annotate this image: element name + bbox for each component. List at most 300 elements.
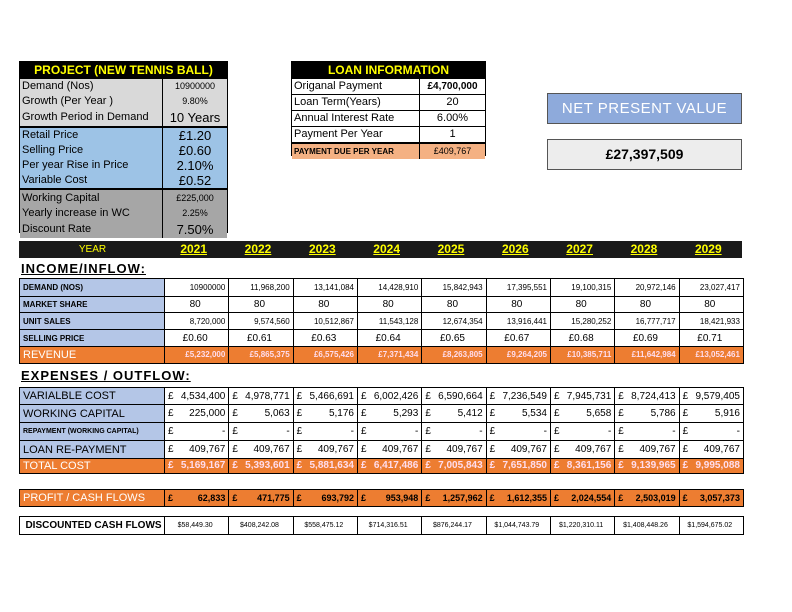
income-row-cell: £8,263,805	[421, 347, 485, 363]
income-row-cell: 80	[550, 297, 614, 312]
expense-row-cell	[228, 441, 292, 458]
expense-row-cell	[164, 405, 228, 422]
currency-symbol: £	[296, 493, 302, 503]
income-row-cell: 13,916,441	[486, 313, 550, 329]
currency-symbol: £	[168, 444, 174, 455]
expense-row-value: 5,466,691	[309, 391, 354, 402]
project-row-label: Growth Period in Demand	[20, 109, 163, 126]
project-row-value: £0.60	[178, 143, 212, 158]
income-row-cell: £5,232,000	[164, 347, 228, 363]
currency-symbol: £	[489, 391, 496, 402]
profit-row-value: 1,257,962	[442, 493, 483, 503]
currency-symbol: £	[232, 493, 238, 503]
income-row-cell: 80	[228, 297, 292, 312]
project-row-value: £1.20	[178, 128, 212, 143]
currency-symbol: £	[553, 493, 559, 503]
currency-symbol: £	[425, 391, 431, 402]
income-row-cell: £0.71	[679, 330, 743, 346]
expense-row-cell	[228, 388, 292, 404]
income-row-cell: 13,141,084	[293, 279, 357, 296]
income-row-cell: £0.68	[550, 330, 614, 346]
year-cell: 2024	[373, 242, 400, 256]
income-row	[20, 347, 743, 363]
expense-row-cell	[357, 441, 421, 458]
income-row-cell: 9,574,560	[228, 313, 292, 329]
profit-row-value: 2,503,019	[635, 493, 676, 503]
income-row-cell: 23,027,417	[679, 279, 743, 296]
currency-symbol: £	[425, 444, 431, 455]
income-row	[20, 279, 743, 297]
expense-row-value: -	[221, 426, 226, 437]
income-title: INCOME/INFLOW:	[21, 261, 146, 276]
expense-row-cell	[550, 423, 614, 440]
expense-row-value: 7,005,843	[438, 460, 483, 471]
expense-row-value: -	[479, 426, 483, 437]
income-row-cell: 16,777,717	[614, 313, 678, 329]
income-row-cell: 80	[357, 297, 421, 312]
income-row-cell: £9,264,205	[486, 347, 550, 363]
year-cell: 2029	[694, 242, 722, 256]
expense-row-cell	[293, 405, 357, 422]
currency-symbol: £	[618, 408, 624, 419]
expense-row-value: 5,063	[264, 408, 290, 419]
loan-row	[292, 111, 485, 127]
income-row-cell: £0.69	[614, 330, 678, 346]
profit-row-cell	[614, 490, 678, 506]
income-row-label: UNIT SALES	[20, 313, 164, 329]
profit-row-value: 3,057,373	[699, 493, 740, 503]
discounted-row-cell: $1,408,448.26	[614, 517, 678, 534]
expense-row-value: 5,412	[457, 408, 483, 419]
expense-row-value: 409,767	[575, 444, 612, 455]
expense-row-label: VARIALBLE COST	[20, 388, 164, 404]
npv-value: £27,397,509	[547, 139, 742, 170]
project-row-value: 2.25%	[182, 208, 208, 218]
expense-row-cell	[357, 405, 421, 422]
expense-row	[20, 423, 743, 441]
currency-symbol: £	[682, 493, 688, 503]
currency-symbol: £	[360, 408, 367, 419]
income-row-cell: 11,968,200	[228, 279, 292, 296]
expense-row-label: REPAYMENT (WORKING CAPITAL)	[20, 423, 164, 440]
project-row	[20, 79, 227, 94]
project-row-label: Retail Price	[20, 128, 163, 143]
currency-symbol: £	[682, 408, 689, 419]
expense-row-cell	[614, 423, 678, 440]
expense-row-value: -	[286, 426, 290, 437]
expense-row-value: 6,417,486	[373, 460, 419, 471]
currency-symbol: £	[618, 391, 624, 402]
currency-symbol: £	[682, 391, 689, 402]
profit-row-cell	[679, 490, 743, 506]
project-row-label: Per year Rise in Price	[20, 158, 163, 173]
currency-symbol: £	[489, 493, 495, 503]
expense-row-cell	[614, 459, 678, 473]
expense-row-cell	[228, 423, 292, 440]
expense-row-cell	[421, 459, 485, 473]
expense-row-cell	[164, 441, 228, 458]
expense-row-cell	[228, 459, 292, 473]
loan-row-value: 6.00%	[436, 112, 469, 124]
discounted-row-cell: $714,316.51	[357, 517, 421, 534]
payment-due-value: £409,767	[433, 146, 472, 156]
expense-row-cell	[357, 423, 421, 440]
expense-row-label: TOTAL COST	[20, 459, 164, 473]
payment-due-row	[292, 143, 485, 159]
currency-symbol: £	[232, 444, 238, 455]
profit-row-value: 953,948	[385, 493, 419, 503]
expense-row-label: LOAN RE-PAYMENT	[20, 441, 164, 458]
project-row-label: Working Capital	[20, 190, 163, 206]
income-row-cell: 10900000	[164, 279, 228, 296]
expense-row-cell	[614, 388, 678, 404]
expense-row-label: WORKING CAPITAL	[20, 405, 164, 422]
expense-row-value: 5,293	[393, 408, 419, 419]
expenses-title: EXPENSES / OUTFLOW:	[21, 368, 191, 383]
profit-row-cell	[293, 490, 357, 506]
profit-row-value: 693,792	[321, 493, 354, 503]
profit-row-cell	[486, 490, 550, 506]
expense-row-cell	[293, 423, 357, 440]
expense-row-cell	[486, 405, 550, 422]
currency-symbol: £	[168, 426, 174, 437]
income-row	[20, 297, 743, 313]
expense-row-cell	[293, 441, 357, 458]
expense-row-value: 9,579,405	[695, 391, 740, 402]
discounted-row-cell: $58,449.30	[164, 517, 228, 534]
income-row-cell: 80	[164, 297, 228, 312]
loan-row-label: Annual Interest Rate	[292, 111, 420, 126]
expense-row-cell	[421, 388, 485, 404]
income-row-cell: £11,642,984	[614, 347, 678, 363]
expense-row-value: 409,767	[446, 444, 483, 455]
loan-title: LOAN INFORMATION	[292, 62, 485, 79]
year-cell: 2026	[501, 242, 529, 256]
income-row-cell: £0.61	[228, 330, 292, 346]
currency-symbol: £	[360, 426, 367, 437]
expense-row-value: 5,534	[521, 408, 547, 419]
expense-row-value: 409,767	[189, 444, 226, 455]
project-row	[20, 173, 227, 188]
profit-row-cell	[550, 490, 614, 506]
currency-symbol: £	[682, 460, 689, 471]
project-row-value: 10900000	[174, 81, 216, 91]
currency-symbol: £	[489, 426, 496, 437]
expense-row-cell	[550, 441, 614, 458]
project-row-label: Selling Price	[20, 143, 163, 158]
expense-row-cell	[679, 423, 743, 440]
expense-row-cell	[357, 388, 421, 404]
project-row	[20, 94, 227, 109]
currency-symbol: £	[553, 444, 560, 455]
income-row-cell: 19,100,315	[550, 279, 614, 296]
income-row-label: SELLING PRICE	[20, 330, 164, 346]
expense-row-cell	[550, 459, 614, 473]
income-row-label: REVENUE	[20, 347, 164, 363]
discounted-row-cell: $876,244.17	[421, 517, 485, 534]
profit-row-label: PROFIT / CASH FLOWS	[20, 490, 164, 506]
profit-row-cell	[421, 490, 485, 506]
income-row-cell: 80	[421, 297, 485, 312]
year-cell: 2021	[180, 242, 208, 256]
project-row	[20, 158, 227, 173]
project-row-value: £225,000	[176, 193, 214, 203]
expense-row-value: 409,767	[510, 444, 547, 455]
currency-symbol: £	[168, 408, 174, 419]
project-row-label: Yearly increase in WC	[20, 206, 163, 221]
year-cell: 2023	[308, 242, 336, 256]
project-row	[20, 206, 227, 221]
expense-row-value: -	[543, 426, 547, 437]
expense-row-cell	[679, 441, 743, 458]
year-cell: 2022	[244, 242, 272, 256]
expense-row	[20, 405, 743, 423]
income-row	[20, 330, 743, 347]
project-row-label: Variable Cost	[20, 173, 163, 188]
expense-row-value: 409,767	[639, 444, 676, 455]
expense-row-cell	[486, 388, 550, 404]
project-row-value: 9.80%	[182, 96, 208, 106]
profit-row-value: 471,775	[257, 493, 290, 503]
project-row	[20, 188, 227, 206]
discounted-row-cell: $1,044,743.79	[486, 517, 550, 534]
income-row-cell: 80	[679, 297, 743, 312]
expense-row-value: 225,000	[189, 408, 226, 419]
currency-symbol: £	[232, 460, 238, 471]
project-row-value: 10 Years	[169, 110, 221, 125]
income-row-cell: £13,052,461	[679, 347, 743, 363]
expense-row-cell	[164, 459, 228, 473]
year-cell: 2028	[630, 242, 658, 256]
currency-symbol: £	[489, 408, 496, 419]
expense-row-value: 409,767	[253, 444, 290, 455]
project-row-value: 7.50%	[176, 222, 214, 237]
currency-symbol: £	[232, 426, 238, 437]
expense-row-cell	[164, 423, 228, 440]
income-row-cell: 10,512,867	[293, 313, 357, 329]
income-row-cell: £6,575,426	[293, 347, 357, 363]
expense-row-value: 7,651,850	[502, 460, 547, 471]
discounted-row	[20, 517, 743, 534]
project-row-label: Demand (Nos)	[20, 79, 163, 94]
expense-row-value: 409,767	[382, 444, 419, 455]
expense-row-value: -	[350, 426, 354, 437]
expense-row-value: 8,724,413	[631, 391, 676, 402]
project-row-value: £0.52	[178, 173, 212, 188]
expense-row-value: 6,002,426	[373, 391, 419, 402]
income-row-cell: 80	[486, 297, 550, 312]
expense-row-cell	[486, 423, 550, 440]
currency-symbol: £	[232, 391, 238, 402]
expense-row-value: 4,978,771	[245, 391, 290, 402]
expense-row-cell	[486, 441, 550, 458]
income-row-cell: £0.67	[486, 330, 550, 346]
loan-row-value: £4,700,000	[427, 81, 478, 92]
expense-row-value: 5,786	[650, 408, 676, 419]
income-row-cell: 17,395,551	[486, 279, 550, 296]
discounted-row-cell: $1,594,675.02	[679, 517, 743, 534]
currency-symbol: £	[296, 408, 303, 419]
currency-symbol: £	[425, 426, 431, 437]
expense-row-cell	[614, 405, 678, 422]
year-header	[19, 241, 742, 258]
expense-row-cell	[679, 405, 743, 422]
expense-row-value: 5,176	[328, 408, 354, 419]
profit-row-value: 62,833	[197, 493, 226, 503]
expense-row-value: 8,361,156	[566, 460, 612, 471]
expense-row-cell	[550, 405, 614, 422]
discounted-row-cell: $408,242.08	[228, 517, 292, 534]
income-row-cell: £10,385,711	[550, 347, 614, 363]
project-row	[20, 109, 227, 126]
currency-symbol: £	[360, 460, 367, 471]
loan-row	[292, 79, 485, 95]
income-row-label: MARKET SHARE	[20, 297, 164, 312]
income-row-cell: £0.63	[293, 330, 357, 346]
discounted-row-label: DISCOUNTED CASH FLOWS	[20, 517, 164, 534]
expense-row-value: 409,767	[703, 444, 740, 455]
expense-row-cell	[421, 405, 485, 422]
expense-row	[20, 388, 743, 405]
expense-row-value: 5,169,167	[180, 460, 226, 471]
npv-title: NET PRESENT VALUE	[547, 93, 742, 124]
currency-symbol: £	[682, 426, 689, 437]
expense-row-cell	[679, 459, 743, 473]
expense-row	[20, 441, 743, 459]
currency-symbol: £	[618, 444, 624, 455]
expense-row-value: 9,139,965	[631, 460, 676, 471]
expense-row-value: 9,995,088	[695, 460, 740, 471]
discounted-row-cell: $1,220,310.11	[550, 517, 614, 534]
project-row	[20, 143, 227, 158]
expense-row-cell	[228, 405, 292, 422]
income-row-cell: 80	[293, 297, 357, 312]
currency-symbol: £	[682, 444, 689, 455]
expense-row-value: -	[414, 426, 419, 437]
loan-row	[292, 95, 485, 111]
income-row-cell: 14,428,910	[357, 279, 421, 296]
expense-row-value: 4,534,400	[180, 391, 226, 402]
currency-symbol: £	[489, 444, 496, 455]
expense-row-cell	[486, 459, 550, 473]
income-row-cell: £0.64	[357, 330, 421, 346]
project-title: PROJECT (NEW TENNIS BALL)	[20, 62, 227, 79]
income-row-cell: £0.65	[421, 330, 485, 346]
currency-symbol: £	[296, 426, 303, 437]
income-row-cell: 11,543,128	[357, 313, 421, 329]
profit-row-cell	[357, 490, 421, 506]
expense-row-cell	[679, 388, 743, 404]
profit-table	[19, 489, 744, 507]
income-row-cell: 80	[614, 297, 678, 312]
expense-row-value: 5,393,601	[245, 460, 290, 471]
year-cell: 2025	[437, 242, 465, 256]
project-row-label: Growth (Per Year )	[20, 94, 163, 109]
currency-symbol: £	[296, 460, 303, 471]
income-row-cell: £7,371,434	[357, 347, 421, 363]
profit-row-cell	[228, 490, 292, 506]
expense-row-cell	[550, 388, 614, 404]
income-row-label: DEMAND (NOS)	[20, 279, 164, 296]
profit-row-value: 1,612,355	[506, 493, 547, 503]
currency-symbol: £	[360, 493, 366, 503]
project-row	[20, 221, 227, 238]
currency-symbol: £	[425, 408, 431, 419]
loan-row-value: 20	[446, 96, 459, 108]
expense-row-cell	[164, 388, 228, 404]
currency-symbol: £	[232, 408, 238, 419]
currency-symbol: £	[168, 493, 174, 503]
expense-row-cell	[614, 441, 678, 458]
currency-symbol: £	[168, 460, 174, 471]
expense-row-cell	[293, 388, 357, 404]
income-row-cell: 12,674,354	[421, 313, 485, 329]
loan-row-value: 1	[449, 128, 456, 140]
currency-symbol: £	[425, 493, 431, 503]
project-table	[19, 61, 228, 237]
income-row-cell: £0.60	[164, 330, 228, 346]
currency-symbol: £	[618, 493, 624, 503]
currency-symbol: £	[618, 460, 624, 471]
expense-row-value: 7,945,731	[566, 391, 612, 402]
currency-symbol: £	[360, 391, 367, 402]
income-table	[19, 278, 744, 364]
income-row-cell: 15,280,252	[550, 313, 614, 329]
currency-symbol: £	[618, 426, 624, 437]
loan-table	[291, 61, 486, 156]
expense-row-value: 7,236,549	[502, 391, 547, 402]
income-row-cell: 15,842,943	[421, 279, 485, 296]
income-row	[20, 313, 743, 330]
discounted-table	[19, 516, 744, 535]
profit-row-value: 2,024,554	[571, 493, 612, 503]
currency-symbol: £	[168, 391, 174, 402]
income-row-cell: 8,720,000	[164, 313, 228, 329]
expense-row-value: -	[607, 426, 612, 437]
expense-row-cell	[293, 459, 357, 473]
currency-symbol: £	[296, 444, 303, 455]
expense-row-value: 409,767	[317, 444, 354, 455]
project-row-value: 2.10%	[176, 158, 214, 173]
expense-row-value: -	[672, 426, 676, 437]
loan-row-label: Payment Per Year	[292, 127, 420, 142]
expense-row-value: 6,590,664	[438, 391, 483, 402]
expenses-table	[19, 387, 744, 474]
currency-symbol: £	[553, 426, 560, 437]
project-row	[20, 126, 227, 143]
expense-row-cell	[421, 423, 485, 440]
expense-row-cell	[421, 441, 485, 458]
income-row-cell: 20,972,146	[614, 279, 678, 296]
loan-row	[292, 127, 485, 143]
discounted-row-cell: $558,475.12	[293, 517, 357, 534]
currency-symbol: £	[296, 391, 303, 402]
currency-symbol: £	[425, 460, 431, 471]
expense-row-value: 5,916	[714, 408, 740, 419]
year-label: YEAR	[78, 244, 107, 255]
currency-symbol: £	[553, 391, 560, 402]
year-cell: 2027	[566, 242, 593, 256]
currency-symbol: £	[553, 460, 560, 471]
expense-row-value: 5,658	[586, 408, 612, 419]
income-row-cell: £5,865,375	[228, 347, 292, 363]
profit-row-cell	[164, 490, 228, 506]
expense-row-value: -	[736, 426, 740, 437]
expense-row-value: 5,881,634	[309, 460, 354, 471]
loan-row-label: Loan Term(Years)	[292, 95, 420, 110]
expense-row	[20, 459, 743, 473]
loan-row-label: Origanal Payment	[292, 79, 420, 94]
